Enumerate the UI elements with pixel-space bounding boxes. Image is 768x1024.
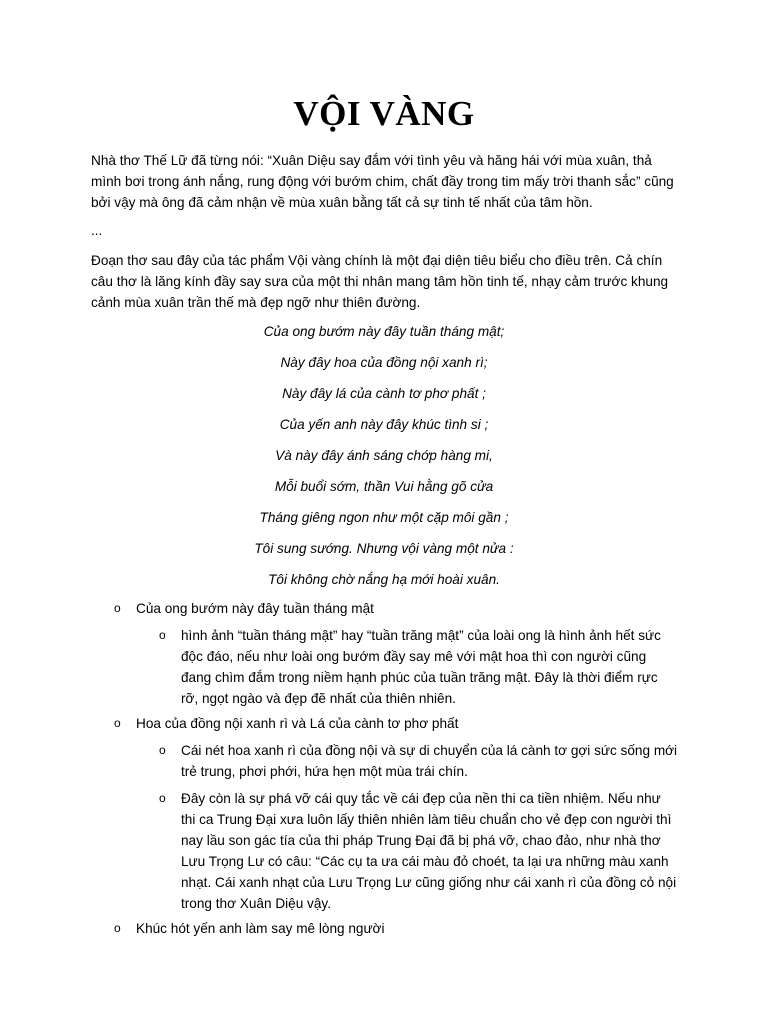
poem-line: Của yến anh này đây khúc tình si ; — [279, 417, 489, 432]
lead-paragraph: Đoạn thơ sau đây của tác phẩm Vội vàng chính là một đại diện tiêu biểu cho điều trên. Cả chín câu thơ là lăng kính đầy say sưa của một thi nhân mang tâm hồn tinh tế, nhạy cảm trước khung cảnh mùa xuân trần thế mà đẹp ngỡ như thiên đường. — [91, 253, 669, 310]
analysis-list — [0, 598, 768, 939]
bullet-marker: o — [114, 921, 121, 935]
poem-line: Này đây hoa của đồng nội xanh rì; — [280, 355, 488, 370]
sub-list-item-text: Cái nét hoa xanh rì của đồng nội và sự di chuyển của lá cành tơ gợi sức sống mới trẻ trung, phơi phới, hứa hẹn một mùa trái chín. — [181, 743, 678, 779]
sub-list-item — [0, 788, 678, 914]
bullet-marker: o — [114, 716, 121, 730]
sub-list-item — [0, 625, 678, 709]
poem-line: Và này đây ánh sáng chớp hàng mi, — [275, 448, 493, 463]
ellipsis-paragraph: ... — [91, 223, 103, 238]
sub-list-item-text: Đây còn là sự phá vỡ cái quy tắc về cái đẹp của nền thi ca tiền nhiệm. Nếu như thi ca Trung Đại xưa luôn lấy thiên nhiên làm tiêu chuẩn cho vẻ đẹp con người thì nay lầu son gác tía của thi pháp Trung Đại đã bị phá vỡ, chao đảo, như nhà thơ Lưu Trọng Lư có câu: “Các cụ ta ưa cái màu đỏ choét, ta lại ưa những màu xanh nhạt. Cái xanh nhạt của Lưu Trọng Lư cũng giống như cái xanh rì của đồng cỏ nội trong thơ Xuân Diệu vậy. — [181, 791, 677, 911]
poem-line: Tháng giêng ngon như một cặp môi gần ; — [259, 510, 509, 525]
list-item-text: Hoa của đồng nội xanh rì và Lá của cành tơ phơ phất — [136, 716, 459, 731]
poem-line: Mỗi buổi sớm, thần Vui hằng gõ cửa — [274, 479, 494, 494]
document-title: VỘI VÀNG — [293, 94, 475, 133]
poem-line: Tôi sung sướng. Nhưng vội vàng một nửa : — [254, 541, 514, 556]
poem-line: Tôi không chờ nắng hạ mới hoài xuân. — [268, 572, 500, 587]
bullet-marker: o — [159, 791, 166, 805]
poem-line: Của ong bướm này đây tuần tháng mật; — [263, 324, 505, 339]
poem-line: Này đây lá của cành tơ phơ phất ; — [282, 386, 486, 401]
list-item — [0, 598, 676, 619]
bullet-marker: o — [114, 601, 121, 615]
list-item-text: Của ong bướm này đây tuần tháng mật — [136, 601, 374, 616]
bullet-marker: o — [159, 628, 166, 642]
sub-list-item — [0, 740, 678, 782]
sub-list-item-text: hình ảnh “tuần tháng mật” hay “tuần trăng mật” của loài ong là hình ảnh hết sức độc đáo, nếu như loài ong bướm đầy say mê với mật hoa thì con người cũng đang chìm đắm trong niềm hạnh phúc của tuần trăng mật. Đây là thời điểm rực rỡ, ngọt ngào và đẹp đẽ nhất của thiên nhiên. — [181, 628, 661, 706]
list-item — [0, 918, 676, 939]
intro-paragraph: Nhà thơ Thế Lữ đã từng nói: “Xuân Diệu say đắm với tình yêu và hăng hái với mùa xuân, thả mình bơi trong ánh nắng, rung động với bướm chim, chất đầy trong tim mấy trời thanh sắc” cũng bởi vậy mà ông đã cảm nhận về mùa xuân bằng tất cả sự tinh tế nhất của tâm hồn. — [91, 153, 674, 210]
list-item-text: Khúc hót yến anh làm say mê lòng người — [136, 921, 385, 936]
poem-excerpt — [0, 321, 768, 600]
bullet-marker: o — [159, 743, 166, 757]
list-item — [0, 713, 676, 734]
